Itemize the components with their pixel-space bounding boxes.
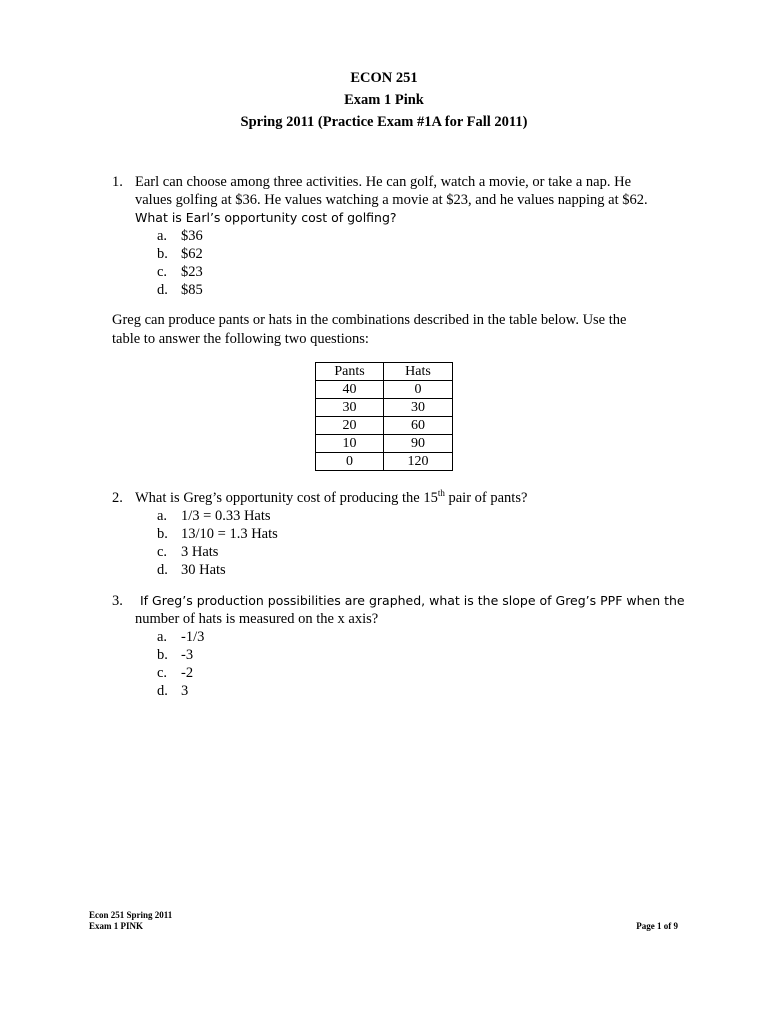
course-title: ECON 251 [350,70,418,86]
option-letter: b. [157,246,168,262]
option-letter: d. [157,683,168,699]
question-2 [112,489,687,579]
option-letter: d. [157,562,168,578]
table-row [316,453,453,471]
option-text: 3 Hats [181,544,219,560]
option-a [157,507,687,525]
question-text [135,489,687,507]
option-text: -1/3 [181,629,205,645]
question-line: If Greg’s production possibilities are graphed, what is the slope of Greg’s PPF when the [140,593,685,608]
cell-hats: 0 [384,381,453,399]
ordinal-superscript: th [437,488,445,499]
table-header-row [316,363,453,381]
footer-course: Econ 251 Spring 2011 [89,910,173,920]
answer-options [157,628,687,700]
option-text: -2 [181,665,194,681]
option-letter: b. [157,526,168,542]
intro-line: table to answer the following two questions: [112,331,369,347]
option-letter: c. [157,264,168,280]
option-d [157,281,687,299]
option-text: 1/3 = 0.33 Hats [181,508,271,524]
cell-hats: 30 [384,399,453,417]
table-row [316,381,453,399]
exam-title: Exam 1 Pink [344,92,424,108]
option-d [157,682,687,700]
option-letter: b. [157,647,168,663]
option-b [157,646,687,664]
option-b [157,525,687,543]
option-text: $62 [181,246,203,262]
table-row [316,435,453,453]
table-row [316,417,453,435]
cell-hats: 60 [384,417,453,435]
answer-options [157,507,687,579]
question-line: values golfing at $36. He values watching a movie at $23, and he values napping at $62. [135,192,648,208]
exam-term: Spring 2011 (Practice Exam #1A for Fall 2011) [240,114,528,130]
cell-pants: 30 [316,399,384,417]
question-number: 1. [112,174,123,190]
option-d [157,561,687,579]
footer-exam: Exam 1 PINK [89,921,143,931]
question-line: What is Earl’s opportunity cost of golfing? [135,210,397,225]
option-text: 3 [181,683,189,699]
exam-header [0,67,768,133]
table-intro [112,311,672,349]
option-text: 30 Hats [181,562,226,578]
page-number: Page 1 of 9 [636,921,678,931]
footer-left [89,910,172,932]
option-a [157,227,687,245]
question-text-part: What is Greg’s opportunity cost of producing the 15 [135,490,438,506]
option-letter: a. [157,629,168,645]
production-table [315,362,453,471]
column-header-hats: Hats [384,363,453,381]
answer-options [157,227,687,299]
cell-hats: 90 [384,435,453,453]
option-text: -3 [181,647,194,663]
option-text: $23 [181,264,203,280]
cell-pants: 20 [316,417,384,435]
cell-pants: 0 [316,453,384,471]
question-1 [112,173,687,299]
option-letter: a. [157,228,168,244]
option-letter: c. [157,665,168,681]
option-letter: a. [157,508,168,524]
option-text: $85 [181,282,203,298]
question-line: number of hats is measured on the x axis? [135,611,379,627]
cell-hats: 120 [384,453,453,471]
question-text [135,173,687,227]
cell-pants: 10 [316,435,384,453]
question-number: 2. [112,490,123,506]
column-header-pants: Pants [316,363,384,381]
option-c [157,263,687,281]
question-number: 3. [112,593,123,609]
option-a [157,628,687,646]
question-line: Earl can choose among three activities. He can golf, watch a movie, or take a nap. He [135,174,632,190]
table-row [316,399,453,417]
question-text [135,592,687,628]
option-c [157,664,687,682]
option-text: 13/10 = 1.3 Hats [181,526,278,542]
option-text: $36 [181,228,203,244]
option-letter: c. [157,544,168,560]
question-text-part: pair of pants? [444,490,528,506]
question-3 [112,592,687,700]
option-b [157,245,687,263]
cell-pants: 40 [316,381,384,399]
intro-line: Greg can produce pants or hats in the combinations described in the table below. Use the [112,312,627,328]
option-letter: d. [157,282,168,298]
option-c [157,543,687,561]
